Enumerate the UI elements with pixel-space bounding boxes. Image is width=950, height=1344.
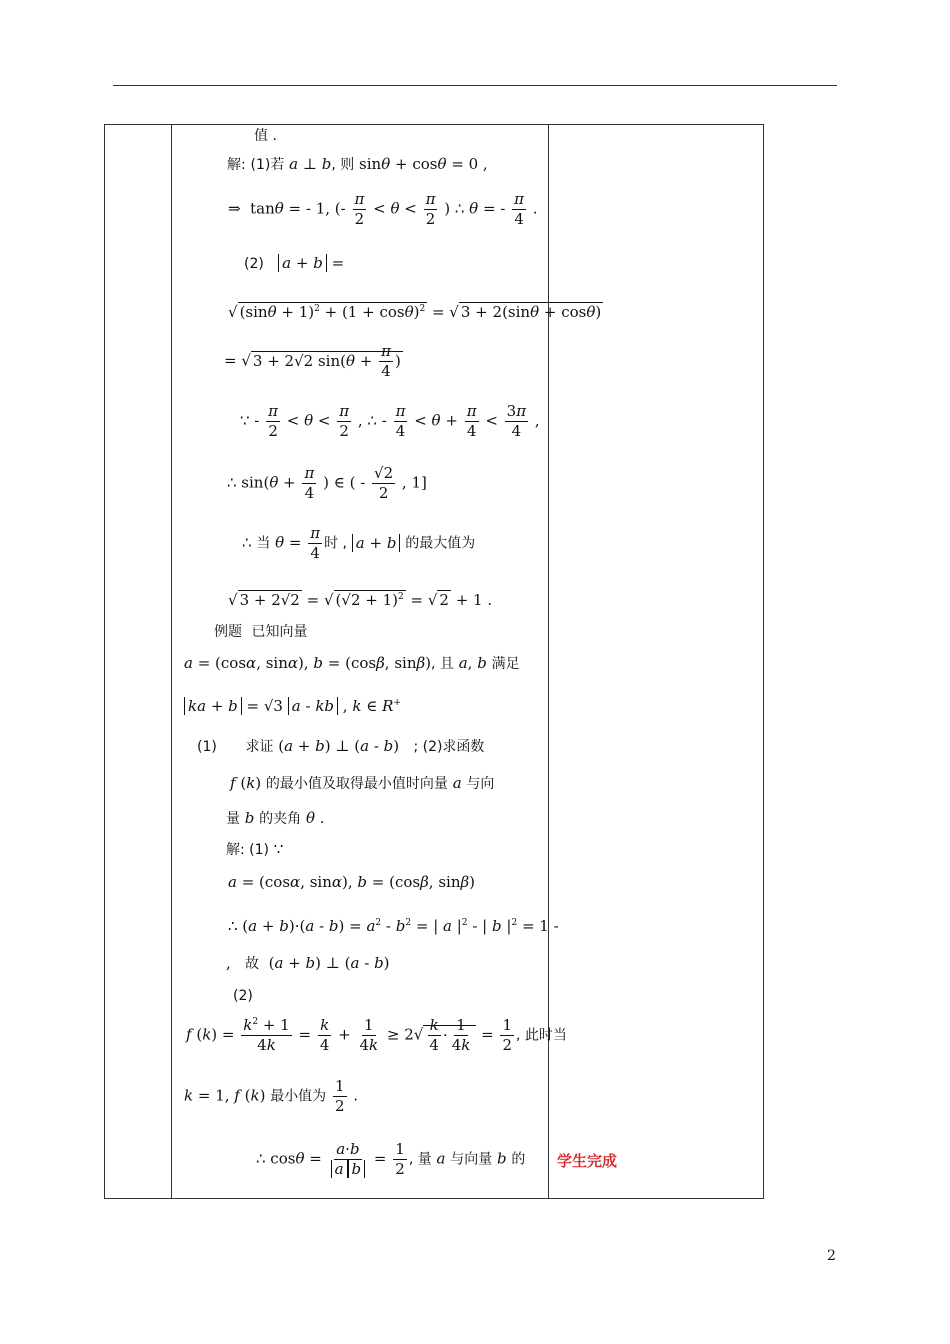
line-max-value: √ 3 + 2√2 = √ $(√2 + 1)^2$ = √ 2 + 1 . (228, 591, 493, 609)
math-perp: a ⊥ b (289, 155, 332, 173)
line-part2: (2) a + b = (244, 254, 345, 272)
line-sin-range: ∴ sin(θ + $\frac{\pi}{4}$ ) ∈ ( - $\frac{√2}{2}$ , 1] (227, 464, 427, 502)
line-angle: 量 b 的夹角 θ . (226, 809, 325, 827)
line-k-one: k = 1, f (k) 最小值为 $\frac{1}{2}$ . (184, 1077, 359, 1115)
line-sqrt-expand: √ $(\sin\theta + 1)^2 + (1 + \cos\theta)^2$ = √ 3 + 2(sinθ + cosθ) (228, 303, 602, 321)
column-divider-1 (171, 125, 172, 1198)
page-number: 2 (827, 1248, 836, 1264)
line-range: ∵ - $\frac{\pi}{2}$ < θ < $\frac{\pi}{2}$ , ∴ - $\frac{\pi}{4}$ < θ + $\frac{\pi}{4}$ < $\frac{3\pi}{4}$ , (240, 402, 540, 440)
line-dot-product: ∴ $(a + b)\cdot(a - b) = a^2 - b^2$ = | a $|^2$ - | b $|^2 = 1$ - (228, 917, 559, 935)
header-rule (113, 85, 837, 86)
line-part2b: (2) (233, 988, 253, 1004)
line-cos-theta: ∴ cosθ = $\frac{a\cdot b}{\text{a b}}$ = $\frac{1}{2}$ , 量 a 与向量 b 的 (256, 1140, 526, 1178)
line-solution-2: 解: (1) ∵ (226, 840, 284, 858)
line-vectors-2: a = (cosα, sinα), b = (cosβ, sinβ) (228, 873, 476, 891)
line-value: 值 . (254, 128, 277, 144)
line-solution-1: 解: (1)若 a ⊥ b, 则 sinθ + cosθ = 0 , (227, 155, 488, 173)
line-condition: ka + b = √3 a - kb , k ∈ R+ (184, 692, 401, 717)
line-tan: ⇒ tanθ = - 1, (- $\frac{\pi}{2}$ < θ < $\frac{\pi}{2}$ ) ∴ θ = - $\frac{\pi}{4}$ . (228, 190, 538, 228)
line-conclusion-1: , 故 (a + b) ⊥ (a - b) (226, 954, 390, 972)
math-sum-zero: sinθ + cosθ = 0 , (359, 155, 488, 173)
line-sqrt-sin: = √ 3 + 2√2 sin(θ + $\frac{\pi}{4}$ ) (224, 342, 401, 380)
student-task-note: 学生完成 (557, 1152, 618, 1170)
line-fk-min: f (k) 的最小值及取得最小值时向量 a 与向 (230, 774, 495, 792)
line-prove: (1) 求证 (a + b) ⊥ (a - b) ; (2)求函数 (197, 737, 485, 755)
line-vectors: a = (cosα, sinα), b = (cosβ, sinβ), 且 a, b 满足 (184, 654, 520, 672)
line-fk-expand: f (k) = $\frac{k^2 + 1}{4k}$ = $\frac{k}{4}$ + $\frac{1}{4k}$ ≥ 2√ $\frac{k}{4}$ · $\frac{1}{4k}$ = $\frac{1}{2}$ , 此时当 (186, 1016, 567, 1054)
line-example: 例题 已知向量 (214, 624, 308, 640)
line-max-when: ∴ 当 θ = $\frac{\pi}{4}$ 时 , a + b 的最大值为 (242, 524, 476, 562)
